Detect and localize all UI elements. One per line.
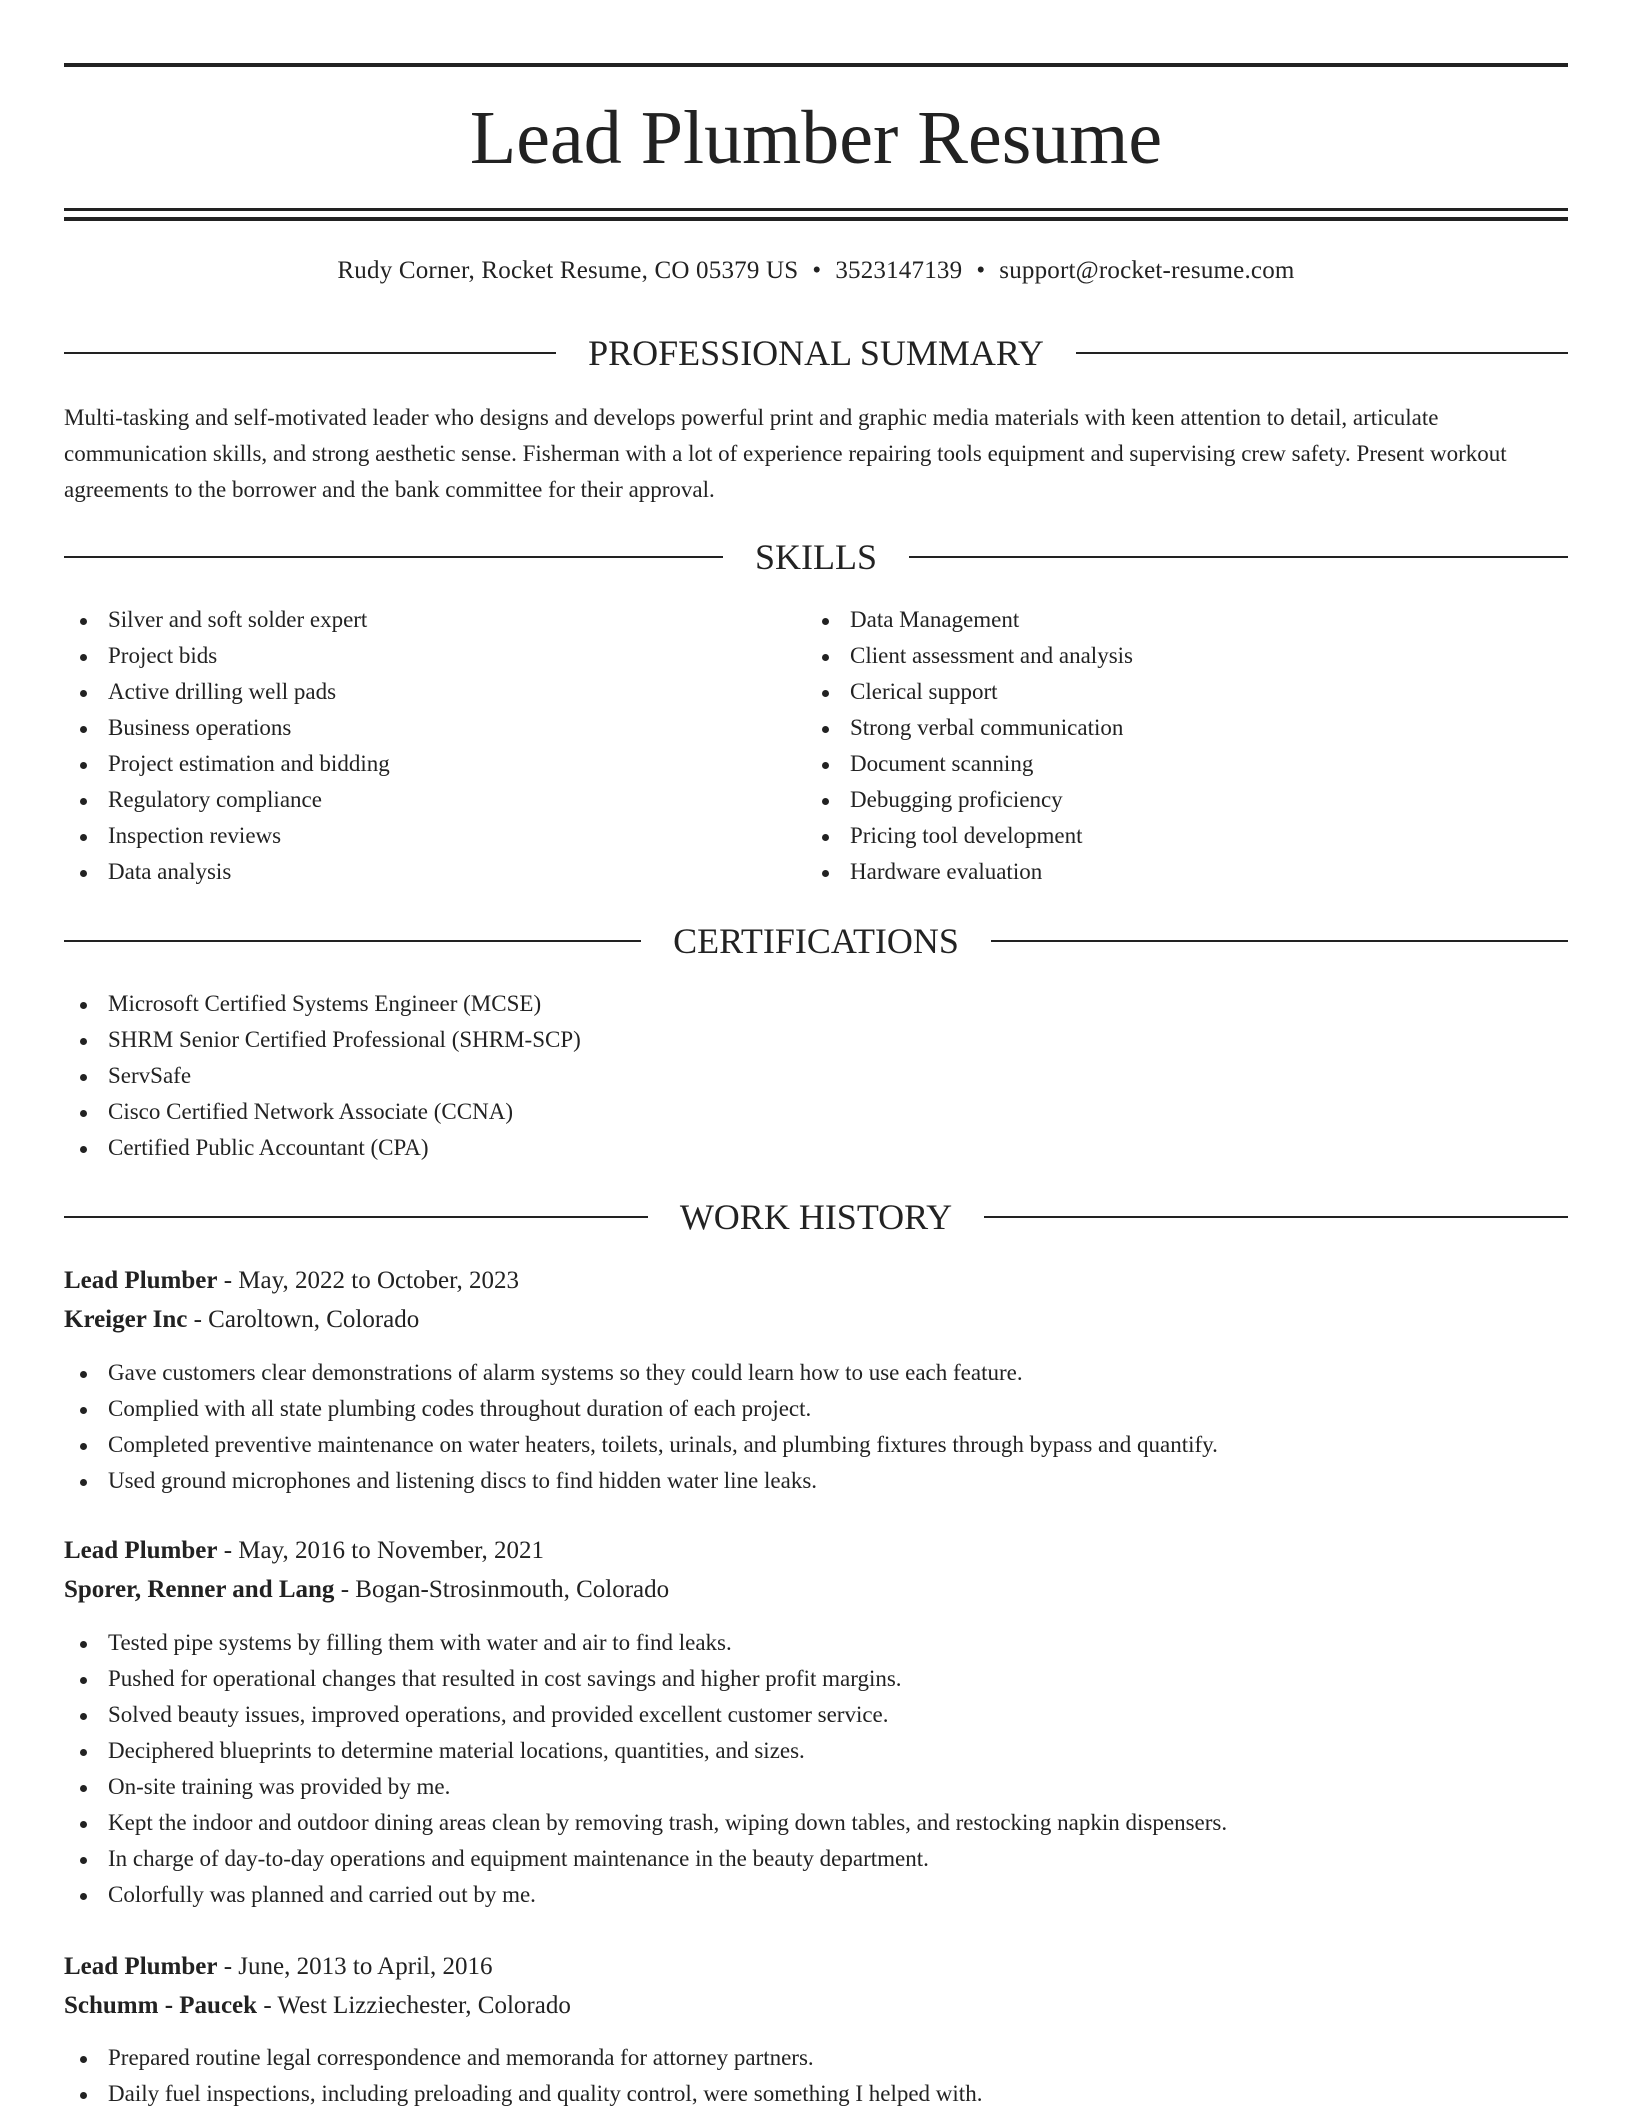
- list-item: Kept the indoor and outdoor dining areas clean by removing trash, wiping down tables, and restocking napkin dispensers.: [64, 1805, 1227, 1841]
- job-bullets: [64, 2040, 982, 2112]
- section-heading-certifications: [64, 919, 1568, 963]
- list-item: Pricing tool development: [806, 818, 1133, 854]
- list-item: Active drilling well pads: [64, 674, 390, 710]
- section-title-work: WORK HISTORY: [679, 1197, 953, 1237]
- list-item: Clerical support: [806, 674, 1133, 710]
- list-item: Cisco Certified Network Associate (CCNA): [64, 1094, 581, 1130]
- job-title: Lead Plumber: [64, 1953, 218, 1980]
- heading-rule-left: [64, 1216, 648, 1218]
- list-item: In charge of day-to-day operations and equipment maintenance in the beauty department.: [64, 1841, 1227, 1877]
- contact-email: support@rocket-resume.com: [999, 257, 1295, 284]
- job-company: Sporer, Renner and Lang: [64, 1576, 335, 1603]
- job-location: - Caroltown, Colorado: [187, 1306, 420, 1333]
- list-item: Data analysis: [64, 854, 390, 890]
- section-heading-work: [64, 1195, 1568, 1239]
- list-item: Completed preventive maintenance on water heaters, toilets, urinals, and plumbing fixtures through bypass and quantify.: [64, 1427, 1218, 1463]
- list-item: Strong verbal communication: [806, 710, 1133, 746]
- contact-address: Rudy Corner, Rocket Resume, CO 05379 US: [337, 257, 799, 284]
- list-item: Certified Public Accountant (CPA): [64, 1130, 581, 1166]
- summary-text: Multi-tasking and self-motivated leader who designs and develops powerful print and graphic media materials with keen attention to detail, articulate communication skills, and strong aesthetic sense. Fisherman with a lot of experience repairing tools equipment and supervising crew safety. Present workout agreements to the borrower and the bank committee for their approval.: [64, 405, 1507, 502]
- contact-separator: •: [812, 257, 822, 284]
- resume-title: Lead Plumber Resume: [469, 96, 1163, 180]
- list-item: Microsoft Certified Systems Engineer (MCSE): [64, 986, 581, 1022]
- job-location: - West Lizziechester, Colorado: [257, 1992, 571, 2019]
- title-double-rule: [64, 208, 1568, 221]
- list-item: Pushed for operational changes that resulted in cost savings and higher profit margins.: [64, 1661, 1227, 1697]
- job-company-line: [64, 1571, 1568, 1609]
- list-item: ServSafe: [64, 1058, 581, 1094]
- list-item: Business operations: [64, 710, 390, 746]
- contact-phone: 3523147139: [835, 257, 963, 284]
- heading-rule-left: [64, 556, 723, 558]
- list-item: Client assessment and analysis: [806, 638, 1133, 674]
- list-item: Inspection reviews: [64, 818, 390, 854]
- list-item: Silver and soft solder expert: [64, 602, 390, 638]
- list-item: Colorfully was planned and carried out by me.: [64, 1877, 1227, 1913]
- job-company-line: [64, 1301, 1568, 1339]
- list-item: Document scanning: [806, 746, 1133, 782]
- heading-rule-right: [984, 1216, 1568, 1218]
- list-item: Project bids: [64, 638, 390, 674]
- list-item: Used ground microphones and listening discs to find hidden water line leaks.: [64, 1463, 1218, 1499]
- job-title: Lead Plumber: [64, 1267, 218, 1294]
- list-item: Prepared routine legal correspondence and memoranda for attorney partners.: [64, 2040, 982, 2076]
- job-title-line: [64, 1262, 1568, 1300]
- section-title-skills: SKILLS: [755, 537, 878, 577]
- list-item: Deciphered blueprints to determine material locations, quantities, and sizes.: [64, 1733, 1227, 1769]
- job-title-line: [64, 1532, 1568, 1570]
- job-company-line: [64, 1987, 1568, 2025]
- certifications-list: [64, 986, 581, 1166]
- section-title-summary: PROFESSIONAL SUMMARY: [588, 333, 1044, 373]
- top-rule: [64, 63, 1568, 67]
- contact-line: [64, 253, 1568, 289]
- heading-rule-right: [991, 940, 1568, 942]
- list-item: Debugging proficiency: [806, 782, 1133, 818]
- list-item: Regulatory compliance: [64, 782, 390, 818]
- section-heading-summary: [64, 331, 1568, 375]
- job-company: Schumm - Paucek: [64, 1992, 258, 2019]
- job-dates: - May, 2022 to October, 2023: [217, 1267, 519, 1294]
- skills-list-right: [806, 602, 1133, 890]
- heading-rule-right: [1076, 352, 1568, 354]
- list-item: Gave customers clear demonstrations of alarm systems so they could learn how to use each feature.: [64, 1355, 1218, 1391]
- job-bullets: [64, 1625, 1227, 1913]
- section-heading-skills: [64, 535, 1568, 579]
- job-title-line: [64, 1948, 1568, 1986]
- contact-separator: •: [976, 257, 986, 284]
- list-item: Tested pipe systems by filling them with water and air to find leaks.: [64, 1625, 1227, 1661]
- list-item: Solved beauty issues, improved operations, and provided excellent customer service.: [64, 1697, 1227, 1733]
- skills-list-left: [64, 602, 390, 890]
- job-bullets: [64, 1355, 1218, 1499]
- heading-rule-right: [909, 556, 1568, 558]
- list-item: Data Management: [806, 602, 1133, 638]
- list-item: Hardware evaluation: [806, 854, 1133, 890]
- heading-rule-left: [64, 940, 641, 942]
- job-dates: - June, 2013 to April, 2016: [217, 1953, 493, 1980]
- section-title-certifications: CERTIFICATIONS: [673, 921, 959, 961]
- list-item: On-site training was provided by me.: [64, 1769, 1227, 1805]
- list-item: Complied with all state plumbing codes throughout duration of each project.: [64, 1391, 1218, 1427]
- job-location: - Bogan-Strosinmouth, Colorado: [334, 1576, 670, 1603]
- job-dates: - May, 2016 to November, 2021: [217, 1537, 544, 1564]
- list-item: Daily fuel inspections, including preloading and quality control, were something I helped with.: [64, 2076, 982, 2112]
- list-item: Project estimation and bidding: [64, 746, 390, 782]
- job-company: Kreiger Inc: [64, 1306, 188, 1333]
- job-title: Lead Plumber: [64, 1537, 218, 1564]
- heading-rule-left: [64, 352, 556, 354]
- list-item: SHRM Senior Certified Professional (SHRM-SCP): [64, 1022, 581, 1058]
